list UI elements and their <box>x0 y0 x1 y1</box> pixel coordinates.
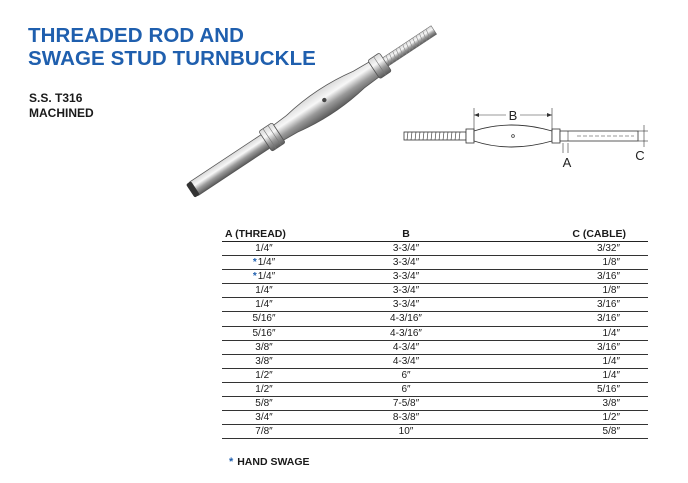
cell-b: 10″ <box>398 426 414 438</box>
thread-value: 1/2″ <box>255 369 273 381</box>
thread-value: 1/4″ <box>257 271 276 283</box>
thread-value: 1/2″ <box>255 383 273 395</box>
cell-b: 3-3/4″ <box>392 271 420 283</box>
table-row <box>222 369 648 383</box>
cell-cable: 5/8″ <box>602 426 620 438</box>
table-row <box>222 298 648 312</box>
cell-thread <box>222 383 306 396</box>
table-row <box>222 341 648 355</box>
cell-thread <box>222 270 306 283</box>
thread-value: 7/8″ <box>255 426 273 438</box>
cell-thread <box>222 312 306 325</box>
cell-thread <box>222 256 306 269</box>
thread-value: 5/8″ <box>255 398 273 410</box>
header-cable: C (CABLE) <box>572 228 626 240</box>
cell-cable: 3/16″ <box>596 313 620 325</box>
table-row <box>222 327 648 341</box>
cell-b: 3-3/4″ <box>392 285 420 297</box>
cell-thread <box>222 242 306 255</box>
header-b: B <box>402 228 410 240</box>
title-line-1: THREADED ROD AND <box>28 24 245 47</box>
turnbuckle-photo <box>180 20 440 205</box>
cell-b: 3-3/4″ <box>392 299 420 311</box>
cell-thread <box>222 341 306 354</box>
thread-value: 5/16″ <box>252 313 276 325</box>
table-header <box>222 227 648 242</box>
thread-value: 1/4″ <box>257 257 276 269</box>
cell-thread <box>222 298 306 311</box>
cell-cable: 1/2″ <box>602 412 620 424</box>
finish-label: MACHINED <box>29 106 94 120</box>
cell-thread <box>222 369 306 382</box>
cell-b: 6″ <box>401 383 411 395</box>
thread-value: 3/4″ <box>255 412 273 424</box>
thread-value: 1/4″ <box>255 243 273 254</box>
cell-cable: 1/4″ <box>602 327 620 339</box>
table-row <box>222 256 648 270</box>
table-body <box>222 242 648 439</box>
material-label: S.S. T316 <box>29 91 83 105</box>
table-row <box>222 411 648 425</box>
table-row <box>222 242 648 256</box>
thread-value: 1/4″ <box>255 299 273 311</box>
cell-cable: 3/8″ <box>602 398 620 410</box>
dimension-label-b: B <box>508 108 518 123</box>
header-thread: A (THREAD) <box>225 228 286 240</box>
cell-thread <box>222 355 306 368</box>
cell-cable: 1/4″ <box>602 355 620 367</box>
table-row <box>222 270 648 284</box>
dimension-label-c: C <box>635 148 645 163</box>
cell-cable: 3/32″ <box>596 243 620 254</box>
hand-swage-star: * <box>252 257 257 269</box>
cell-b: 3-3/4″ <box>392 243 420 254</box>
cell-thread <box>222 284 306 297</box>
cell-b: 3-3/4″ <box>392 257 420 269</box>
cell-b: 6″ <box>401 369 411 381</box>
spec-table <box>222 227 648 439</box>
cell-thread <box>222 327 306 340</box>
footnote-text: HAND SWAGE <box>237 456 310 468</box>
cell-thread <box>222 425 306 438</box>
cell-b: 4-3/16″ <box>390 313 422 325</box>
table-row <box>222 284 648 298</box>
thread-value: 5/16″ <box>252 327 276 339</box>
table-row <box>222 383 648 397</box>
table-row <box>222 425 648 439</box>
footnote-star: * <box>229 456 234 468</box>
product-specs <box>29 91 94 121</box>
cell-cable: 3/16″ <box>596 271 620 283</box>
cell-cable: 1/4″ <box>602 369 620 381</box>
dimension-label-a: A <box>562 155 572 170</box>
dimension-diagram <box>402 105 652 173</box>
table-row <box>222 355 648 369</box>
thread-value: 1/4″ <box>255 285 273 297</box>
cell-thread <box>222 411 306 424</box>
cell-b: 7-5/8″ <box>392 398 420 410</box>
cell-b: 4-3/4″ <box>392 355 420 367</box>
cell-cable: 3/16″ <box>596 299 620 311</box>
cell-b: 8-3/8″ <box>392 412 420 424</box>
footnote <box>229 456 310 468</box>
cell-thread <box>222 397 306 410</box>
cell-cable: 1/8″ <box>602 257 620 269</box>
cell-cable: 3/16″ <box>596 341 620 353</box>
cell-cable: 1/8″ <box>602 285 620 297</box>
title-line-2: SWAGE STUD TURNBUCKLE <box>28 47 316 70</box>
cell-b: 4-3/16″ <box>390 327 422 339</box>
thread-value: 3/8″ <box>255 341 273 353</box>
cell-b: 4-3/4″ <box>392 341 420 353</box>
table-row <box>222 312 648 326</box>
hand-swage-star: * <box>252 271 257 283</box>
thread-value: 3/8″ <box>255 355 273 367</box>
cell-cable: 5/16″ <box>596 383 620 395</box>
table-row <box>222 397 648 411</box>
